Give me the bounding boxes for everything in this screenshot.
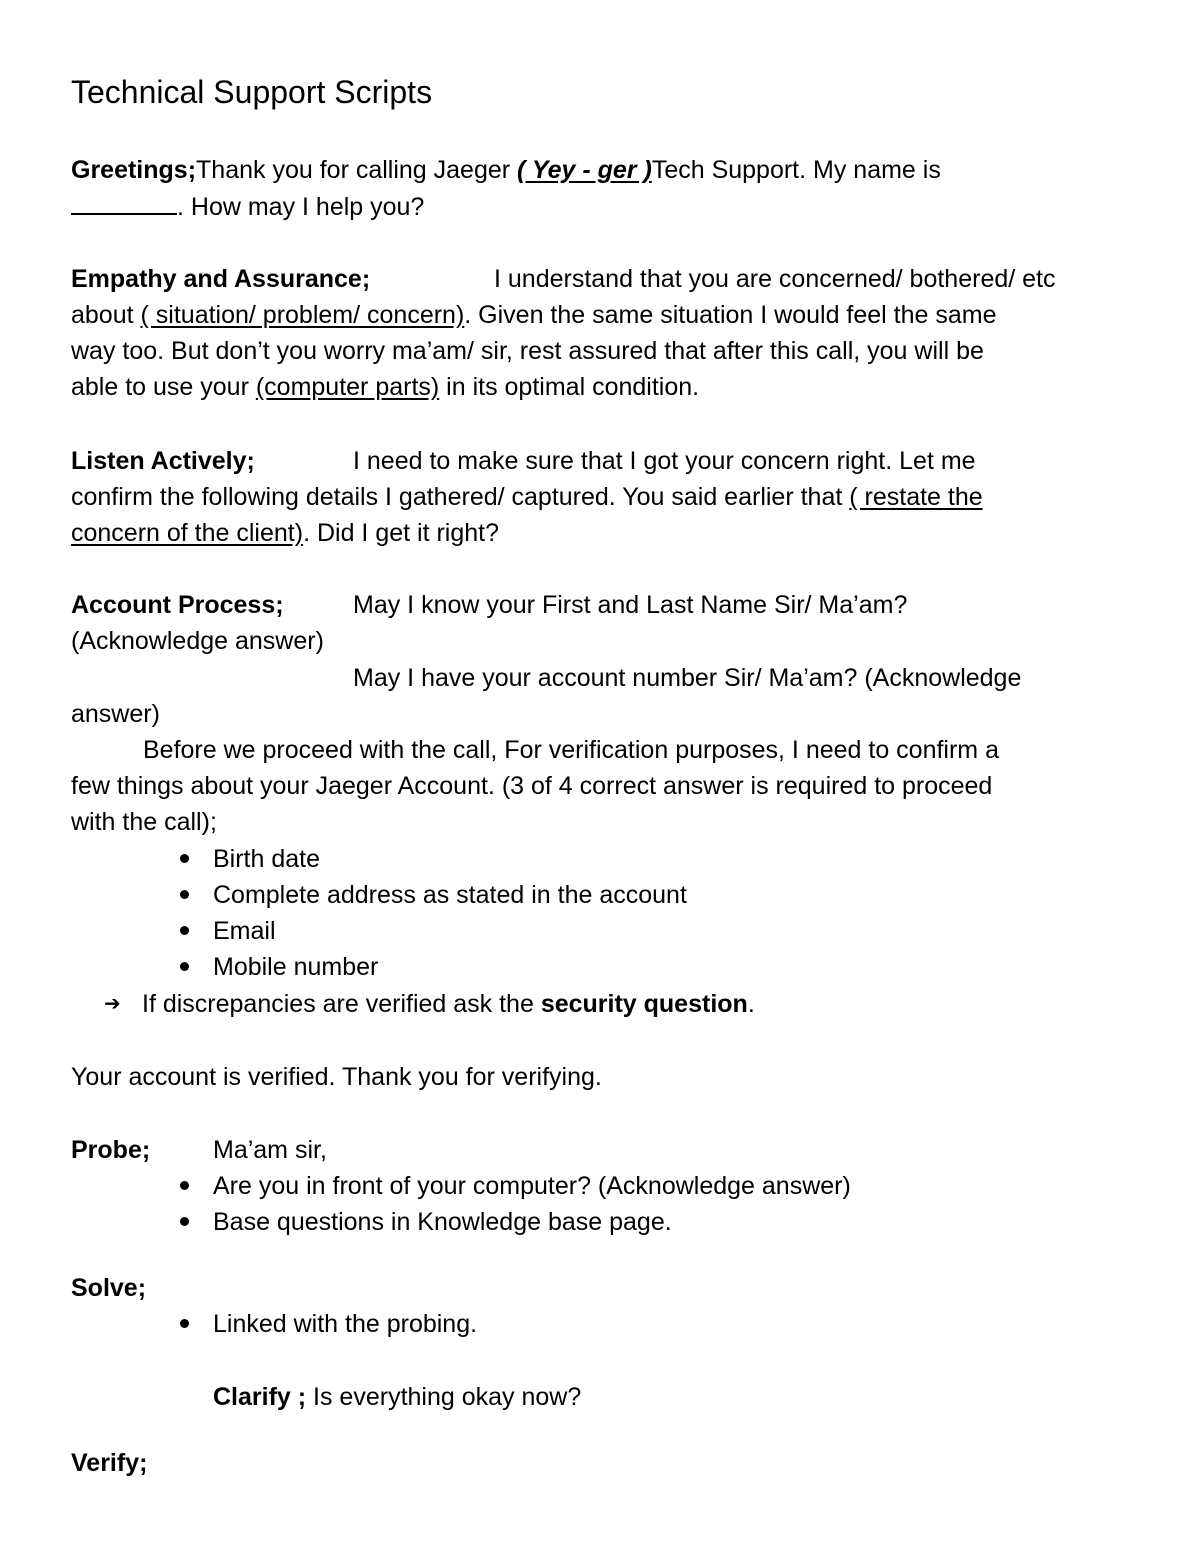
listen-line-3: concern of the client). Did I get it right? bbox=[71, 519, 500, 547]
clarify-line: Clarify ; Is everything okay now? bbox=[213, 1383, 582, 1411]
page-title: Technical Support Scripts bbox=[71, 74, 433, 110]
listen-label: Listen Actively; bbox=[71, 447, 255, 475]
empathy-line-4: able to use your (computer parts) in its optimal condition. bbox=[71, 373, 700, 401]
empathy-label: Empathy and Assurance; bbox=[71, 265, 371, 293]
solve-label: Solve; bbox=[71, 1274, 147, 1302]
verify-label: Verify; bbox=[71, 1449, 148, 1477]
security-note: If discrepancies are verified ask the security question. bbox=[142, 990, 755, 1018]
account-line-5: Before we proceed with the call, For verification purposes, I need to confirm a bbox=[143, 736, 999, 764]
greetings-line-1: Greetings;Thank you for calling Jaeger ( Yey - ger )Tech Support. My name is bbox=[71, 156, 941, 184]
probe-label: Probe; bbox=[71, 1136, 151, 1164]
account-line-3: May I have your account number Sir/ Ma’am? (Acknowledge bbox=[353, 664, 1022, 692]
bullet-dot bbox=[180, 1168, 189, 1204]
list-item: Birth date bbox=[213, 845, 321, 873]
empathy-line-3: way too. But don’t you worry ma’am/ sir, rest assured that after this call, you will be bbox=[71, 337, 984, 365]
greetings-line-2: . How may I help you? bbox=[71, 189, 424, 225]
account-line-7: with the call); bbox=[71, 808, 217, 836]
list-item: Complete address as stated in the account bbox=[213, 881, 687, 909]
account-line-4: answer) bbox=[71, 700, 160, 728]
name-blank bbox=[71, 189, 177, 215]
account-label: Account Process; bbox=[71, 591, 284, 619]
bullet-dot bbox=[180, 949, 189, 985]
bullet-dot bbox=[180, 877, 189, 913]
probe-text: Ma’am sir, bbox=[213, 1136, 327, 1164]
bullet-dot bbox=[180, 1306, 189, 1342]
bullet-dot bbox=[180, 913, 189, 949]
account-line-1: May I know your First and Last Name Sir/ Ma’am? bbox=[353, 591, 908, 619]
empathy-line-2: about ( situation/ problem/ concern). Given the same situation I would feel the same bbox=[71, 301, 997, 329]
greetings-label: Greetings; bbox=[71, 156, 197, 184]
list-item: Email bbox=[213, 917, 276, 945]
arrow-icon: ➔ bbox=[104, 993, 121, 1015]
verified-text: Your account is verified. Thank you for verifying. bbox=[71, 1063, 602, 1091]
account-line-2: (Acknowledge answer) bbox=[71, 627, 324, 655]
bullet-dot bbox=[180, 1204, 189, 1240]
empathy-line-1-text: I understand that you are concerned/ bothered/ etc bbox=[494, 265, 1056, 293]
list-item: Base questions in Knowledge base page. bbox=[213, 1208, 672, 1236]
empathy-line-1 bbox=[71, 261, 370, 297]
list-item: Mobile number bbox=[213, 953, 379, 981]
list-item: Linked with the probing. bbox=[213, 1310, 478, 1338]
listen-line-1: I need to make sure that I got your concern right. Let me bbox=[353, 447, 976, 475]
bullet-dot bbox=[180, 841, 189, 877]
pronunciation: ( Yey - ger ) bbox=[517, 156, 652, 184]
listen-line-2: confirm the following details I gathered/ captured. You said earlier that ( restate the bbox=[71, 483, 983, 511]
list-item: Are you in front of your computer? (Acknowledge answer) bbox=[213, 1172, 851, 1200]
account-line-6: few things about your Jaeger Account. (3 of 4 correct answer is required to proceed bbox=[71, 772, 993, 800]
